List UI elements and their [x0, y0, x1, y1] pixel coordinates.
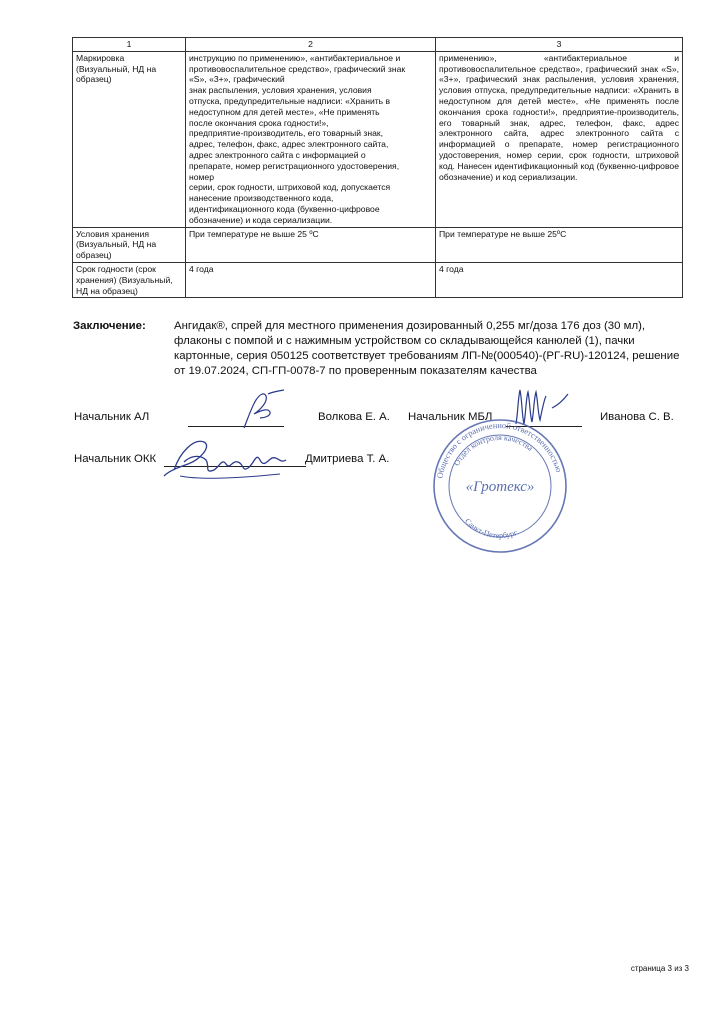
- param-cell: Маркировка (Визуальный, НД на образец): [73, 51, 186, 227]
- table-row: [73, 227, 683, 262]
- okk-name: Дмитриева Т. А.: [305, 453, 390, 465]
- nd-cell: 4 года: [186, 262, 436, 297]
- param-cell: Условия хранения (Визуальный, НД на образец): [73, 227, 186, 262]
- table-header-row: [73, 38, 683, 52]
- column-header: 1: [73, 38, 186, 52]
- al-name: Волкова Е. А.: [318, 411, 390, 423]
- okk-signature: [160, 430, 290, 486]
- svg-text:Общество с ограниченной ответс: [435, 421, 563, 479]
- mbl-name: Иванова С. В.: [600, 411, 674, 423]
- stamp-inner-text: Отдел контроля качества: [452, 432, 535, 468]
- stamp-city-text: Санкт-Петербург: [463, 516, 519, 541]
- nd-cell: При температуре не выше 25 ºС: [186, 227, 436, 262]
- stamp-center-text: «Гротекс»: [465, 479, 535, 495]
- conclusion-label: Заключение:: [73, 320, 146, 332]
- conclusion-text: Ангидак®, спрей для местного применения дозированный 0,255 мг/доза 176 доз (30 мл), флаконы с помпой и с нажимным устройством со складывающейся канюлей (1), пачки картонные, серия 050125 соответствует требованиям ЛП-№(000540)-(РГ-RU)-120124, решение от 19.07.2024, СП-ГП-0078-7 по проверенным показателям качества: [174, 320, 680, 377]
- svg-text:Санкт-Петербург: [463, 517, 519, 540]
- page-number: страница 3 из 3: [630, 964, 689, 973]
- column-header: 2: [186, 38, 436, 52]
- column-header: 3: [436, 38, 683, 52]
- table-row: [73, 51, 683, 227]
- specification-table: [72, 37, 683, 298]
- al-title: Начальник АЛ: [74, 411, 150, 423]
- okk-title: Начальник ОКК: [74, 453, 157, 465]
- company-stamp: [432, 418, 568, 554]
- stamp-outer-text: Общество с ограниченной ответственностью: [435, 420, 564, 480]
- mbl-title: Начальник МБЛ: [408, 411, 493, 423]
- al-signature: [238, 388, 288, 432]
- param-cell: Срок годности (срок хранения) (Визуальный, НД на образец): [73, 262, 186, 297]
- table-row: [73, 262, 683, 297]
- result-cell: 4 года: [436, 262, 683, 297]
- result-cell: применению», «антибактериальное и противовоспалительное средство», графический знак «S», «3+», графический знак распыления, условия хранения, условия отпуска, предупредительные надписи: «Хранить в недоступном для детей месте», «Не применять после окончания срока годности!», предприятие-производитель, его товарный знак, адрес, телефон, факс, адрес электронного сайта, адрес электронного сайта с информацией о препарате, номер регистрационного удостоверения, номер серии, срок годности, штриховой код. Нанесен идентификационный код (буквенно-цифровое обозначение) и код сериализации.: [436, 51, 683, 227]
- nd-cell: инструкцию по применению», «антибактериальное и противовоспалительное средство», графический знак «S», «3+», графический знак распыления, условия хранения, условия отпуска, предупредительные надписи: «Хранить в недоступном для детей месте», «Не применять после окончания срока годности!», предприятие-производитель, его товарный знак, адрес, телефон, факс, адрес электронного сайта, адрес электронного сайта с информацией о препарате, номер регистрационного удостоверения, номер серии, срок годности, штриховой код, допускается нанесение производственного кода, идентификационного кода (буквенно-цифровое обозначение) и кода сериализации.: [186, 51, 436, 227]
- result-cell: При температуре не выше 25ºС: [436, 227, 683, 262]
